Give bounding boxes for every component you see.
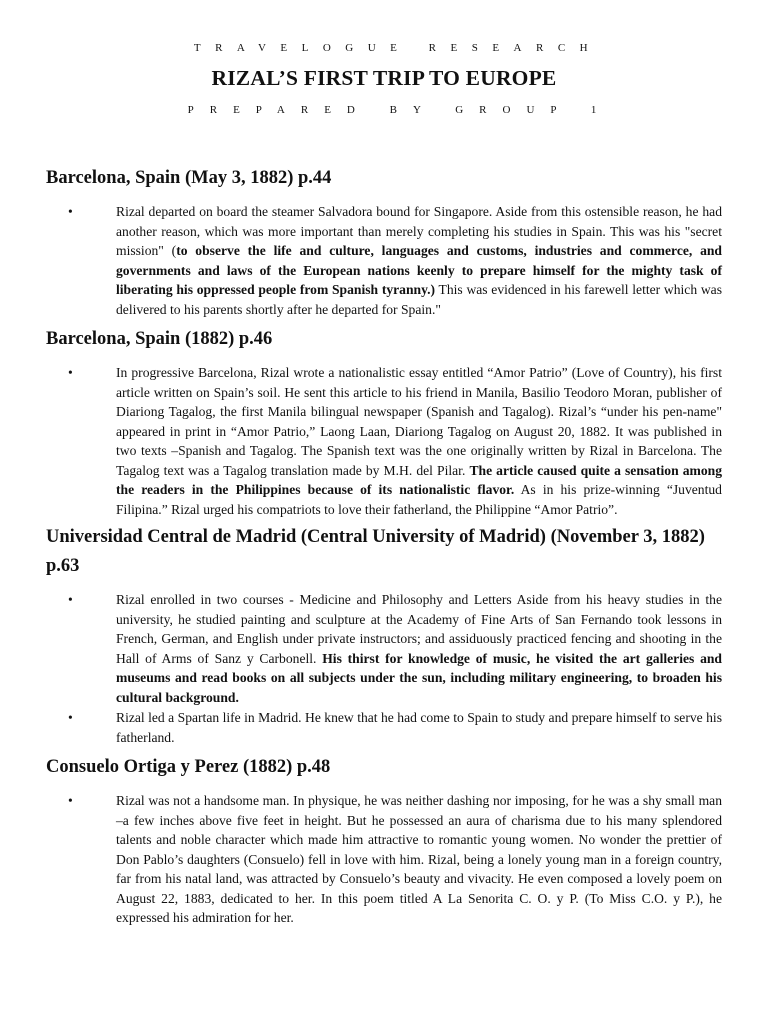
bullet-list bbox=[46, 363, 722, 519]
bullet-list bbox=[46, 590, 722, 747]
list-item bbox=[46, 363, 722, 519]
list-item bbox=[46, 202, 722, 319]
item-text-cont: As in his prize-winning “Juventud Filipina.” Rizal urged his compatriots to love their fatherland, the Philippine “Amor Patrio”. bbox=[116, 482, 722, 517]
bullet-icon: • bbox=[68, 365, 73, 380]
bullet-icon: • bbox=[68, 204, 73, 219]
item-bold-text: His thirst for knowledge of music, he visited the art galleries and museums and read books on all subjects under the sun, including military engineering, to broaden his cultural background. bbox=[116, 650, 722, 705]
section-universidad-central bbox=[46, 523, 722, 747]
section-heading: Barcelona, Spain (May 3, 1882) p.44 bbox=[46, 168, 332, 188]
bullet-icon: • bbox=[68, 592, 73, 607]
bullet-list bbox=[46, 202, 722, 319]
item-text: In progressive Barcelona, Rizal wrote a nationalistic essay entitled “Amor Patrio” (Love of Country), his first article written on Spain’s soil. He sent this article to his friend in Manila, Basilio Teodoro Moran, publisher of Diariong Tagalog, the first Manila bilingual newspaper (Spanish and Tagalog). Rizal’s “under his pen-name" appeared in print in “Amor Patrio,” Laong Laan, Diariong Tagalog on August 20, 1882. It was published in two texts –Spanish and Tagalog. The Spanish text was the one originally written by Rizal in Barcelona. The Tagalog text was a Tagalog translation made by M.H. del Pilar. bbox=[116, 365, 722, 478]
document-kicker: TRAVELOGUE RESEARCH bbox=[193, 42, 603, 54]
item-bold-text: to observe the life and culture, languages and customs, industries and commerce, and governments and laws of the European nations keenly to prepare himself for the mighty task of liberating his oppressed people from Spanish tyranny.) bbox=[116, 243, 722, 297]
section-barcelona-1882 bbox=[46, 325, 722, 519]
bullet-list bbox=[46, 791, 722, 928]
list-item bbox=[46, 791, 722, 928]
document-byline: PREPARED BY GROUP 1 bbox=[187, 104, 613, 116]
item-text: Rizal enrolled in two courses - Medicine and Philosophy and Letters Aside from his heavy studies in the university, he studied painting and sculpture at the Academy of Fine Arts of San Fernando took lessons in French, German, and English under private instructors; and assiduously practiced fencing and shooting in the Hall of Arms of Sanz y Carbonell. bbox=[116, 592, 722, 666]
section-barcelona-1882-may bbox=[46, 164, 722, 319]
item-text: Rizal was not a handsome man. In physique, he was neither dashing nor imposing, for he was a shy small man –a few inches above five feet in height. But he possessed an aura of charisma due to his many splendored talents and noble character which made him attractive to romantic young women. No wonder the prettier of Don Pablo’s daughters (Consuelo) fell in love with him. Rizal, being a lonely young man in a foreign country, far from his natal land, was attracted by Consuelo’s beauty and vivacity. He even composed a lovely poem on August 22, 1883, dedicated to her. In this poem titled A La Senorita C. O. y P. (To Miss C.O. y P.), he expressed his admiration for her. bbox=[116, 793, 722, 925]
item-text: Rizal led a Spartan life in Madrid. He knew that he had come to Spain to study and prepare himself to serve his fatherland. bbox=[116, 710, 722, 745]
section-heading: Universidad Central de Madrid (Central University of Madrid) (November 3, 1882) p.63 bbox=[46, 527, 705, 576]
item-text-cont: This was evidenced in his farewell letter which was delivered to his parents shortly after he departed for Spain." bbox=[116, 282, 722, 317]
document-title: RIZAL’S FIRST TRIP TO EUROPE bbox=[211, 66, 557, 90]
bullet-icon: • bbox=[68, 793, 73, 808]
section-consuelo-ortiga bbox=[46, 753, 722, 928]
list-item bbox=[46, 590, 722, 707]
document-body bbox=[46, 164, 722, 932]
section-heading: Consuelo Ortiga y Perez (1882) p.48 bbox=[46, 757, 331, 777]
item-text: Rizal departed on board the steamer Salvadora bound for Singapore. Aside from this ostensible reason, he had another reason, which was more important than merely completing his studies in Spain. This was his "secret mission" ( bbox=[116, 204, 722, 258]
section-heading: Barcelona, Spain (1882) p.46 bbox=[46, 329, 273, 349]
list-item bbox=[46, 708, 722, 747]
bullet-icon: • bbox=[68, 710, 73, 725]
item-bold-text: The article caused quite a sensation among the readers in the Philippines because of its nationalistic flavor. bbox=[116, 462, 722, 497]
